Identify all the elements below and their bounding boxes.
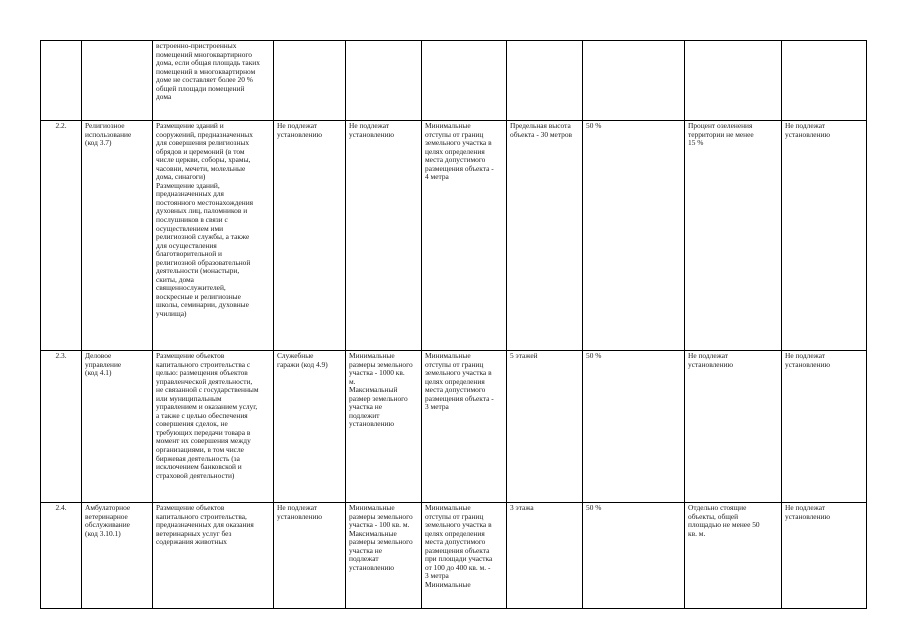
other-parameters (685, 41, 782, 121)
plot-size-limits (346, 41, 422, 121)
restrictions: Не подлежат установлению (782, 503, 867, 609)
coverage-limits: 50 % (583, 121, 685, 351)
height-limits: 3 этажа (507, 503, 583, 609)
use-description: Размещение объектов капитального строительства с целью: размещения объектов управленческой деятельности, не связанной с государственным или муниципальным управлением и оказанием услуг, а также с целью обеспечения совершения сделок, не требующих передачи товара в момент их совершения между организациями, в том числе биржевая деятельность (за исключением банковской и страховой деятельности) (153, 351, 274, 503)
setback-limits: Минимальные отступы от границ земельного участка в целях определения места допустимого размещения объекта - 3 метра (422, 351, 507, 503)
plot-size-limits: Минимальные размеры земельного участка - 100 кв. м. Максимальные размеры земельного участка не подлежат установлению (346, 503, 422, 609)
row-number: 2.2. (41, 121, 82, 351)
table-row (41, 121, 867, 351)
row-number: 2.4. (41, 503, 82, 609)
use-name: Деловое управление (код 4.1) (82, 351, 153, 503)
use-description: Размещение зданий и сооружений, предназначенных для совершения религиозных обрядов и церемоний (в том числе церкви, соборы, храмы, часовни, мечети, молельные дома, синагоги) Размещение зданий, предназначенных для постоянного местонахождения духовных лиц, паломников и послушников в связи с осуществлением ими религиозной службы, а также для осуществления благотворительной и религиозной образовательной деятельности (монастыри, скиты, дома священнослужителей, воскресные и религиозные школы, семинарии, духовные училища) (153, 121, 274, 351)
restrictions: Не подлежат установлению (782, 351, 867, 503)
conditional-use (274, 41, 346, 121)
zoning-table (40, 40, 867, 609)
row-number (41, 41, 82, 121)
conditional-use: Служебные гаражи (код 4.9) (274, 351, 346, 503)
height-limits: 5 этажей (507, 351, 583, 503)
conditional-use: Не подлежат установлению (274, 503, 346, 609)
use-description: Размещение объектов капитального строительства, предназначенных для оказания ветеринарных услуг без содержания животных (153, 503, 274, 609)
height-limits (507, 41, 583, 121)
plot-size-limits: Минимальные размеры земельного участка - 1000 кв. м. Максимальный размер земельного участка не подлежит установлению (346, 351, 422, 503)
other-parameters: Не подлежат установлению (685, 351, 782, 503)
coverage-limits (583, 41, 685, 121)
other-parameters: Процент озеленения территории не менее 15 % (685, 121, 782, 351)
restrictions: Не подлежат установлению (782, 121, 867, 351)
setback-limits (422, 41, 507, 121)
use-description: встроенно-пристроенных помещений многоквартирного дома, если общая площадь таких помещений в многоквартирном доме не составляет более 20 % общей площади помещений дома (153, 41, 274, 121)
height-limits: Предельная высота объекта - 30 метров (507, 121, 583, 351)
setback-limits: Минимальные отступы от границ земельного участка в целях определения места допустимого размещения объекта - 4 метра (422, 121, 507, 351)
use-name: Религиозное использование (код 3.7) (82, 121, 153, 351)
coverage-limits: 50 % (583, 351, 685, 503)
row-number: 2.3. (41, 351, 82, 503)
table-row (41, 41, 867, 121)
conditional-use: Не подлежат установлению (274, 121, 346, 351)
setback-limits: Минимальные отступы от границ земельного участка в целях определения места допустимого размещения объекта при площади участка от 100 до 400 кв. м. - 3 метра Минимальные (422, 503, 507, 609)
use-name (82, 41, 153, 121)
table-row (41, 503, 867, 609)
table-row (41, 351, 867, 503)
plot-size-limits: Не подлежат установлению (346, 121, 422, 351)
use-name: Амбулаторное ветеринарное обслуживание (код 3.10.1) (82, 503, 153, 609)
other-parameters: Отдельно стоящие объекты, общей площадью не менее 50 кв. м. (685, 503, 782, 609)
restrictions (782, 41, 867, 121)
coverage-limits: 50 % (583, 503, 685, 609)
